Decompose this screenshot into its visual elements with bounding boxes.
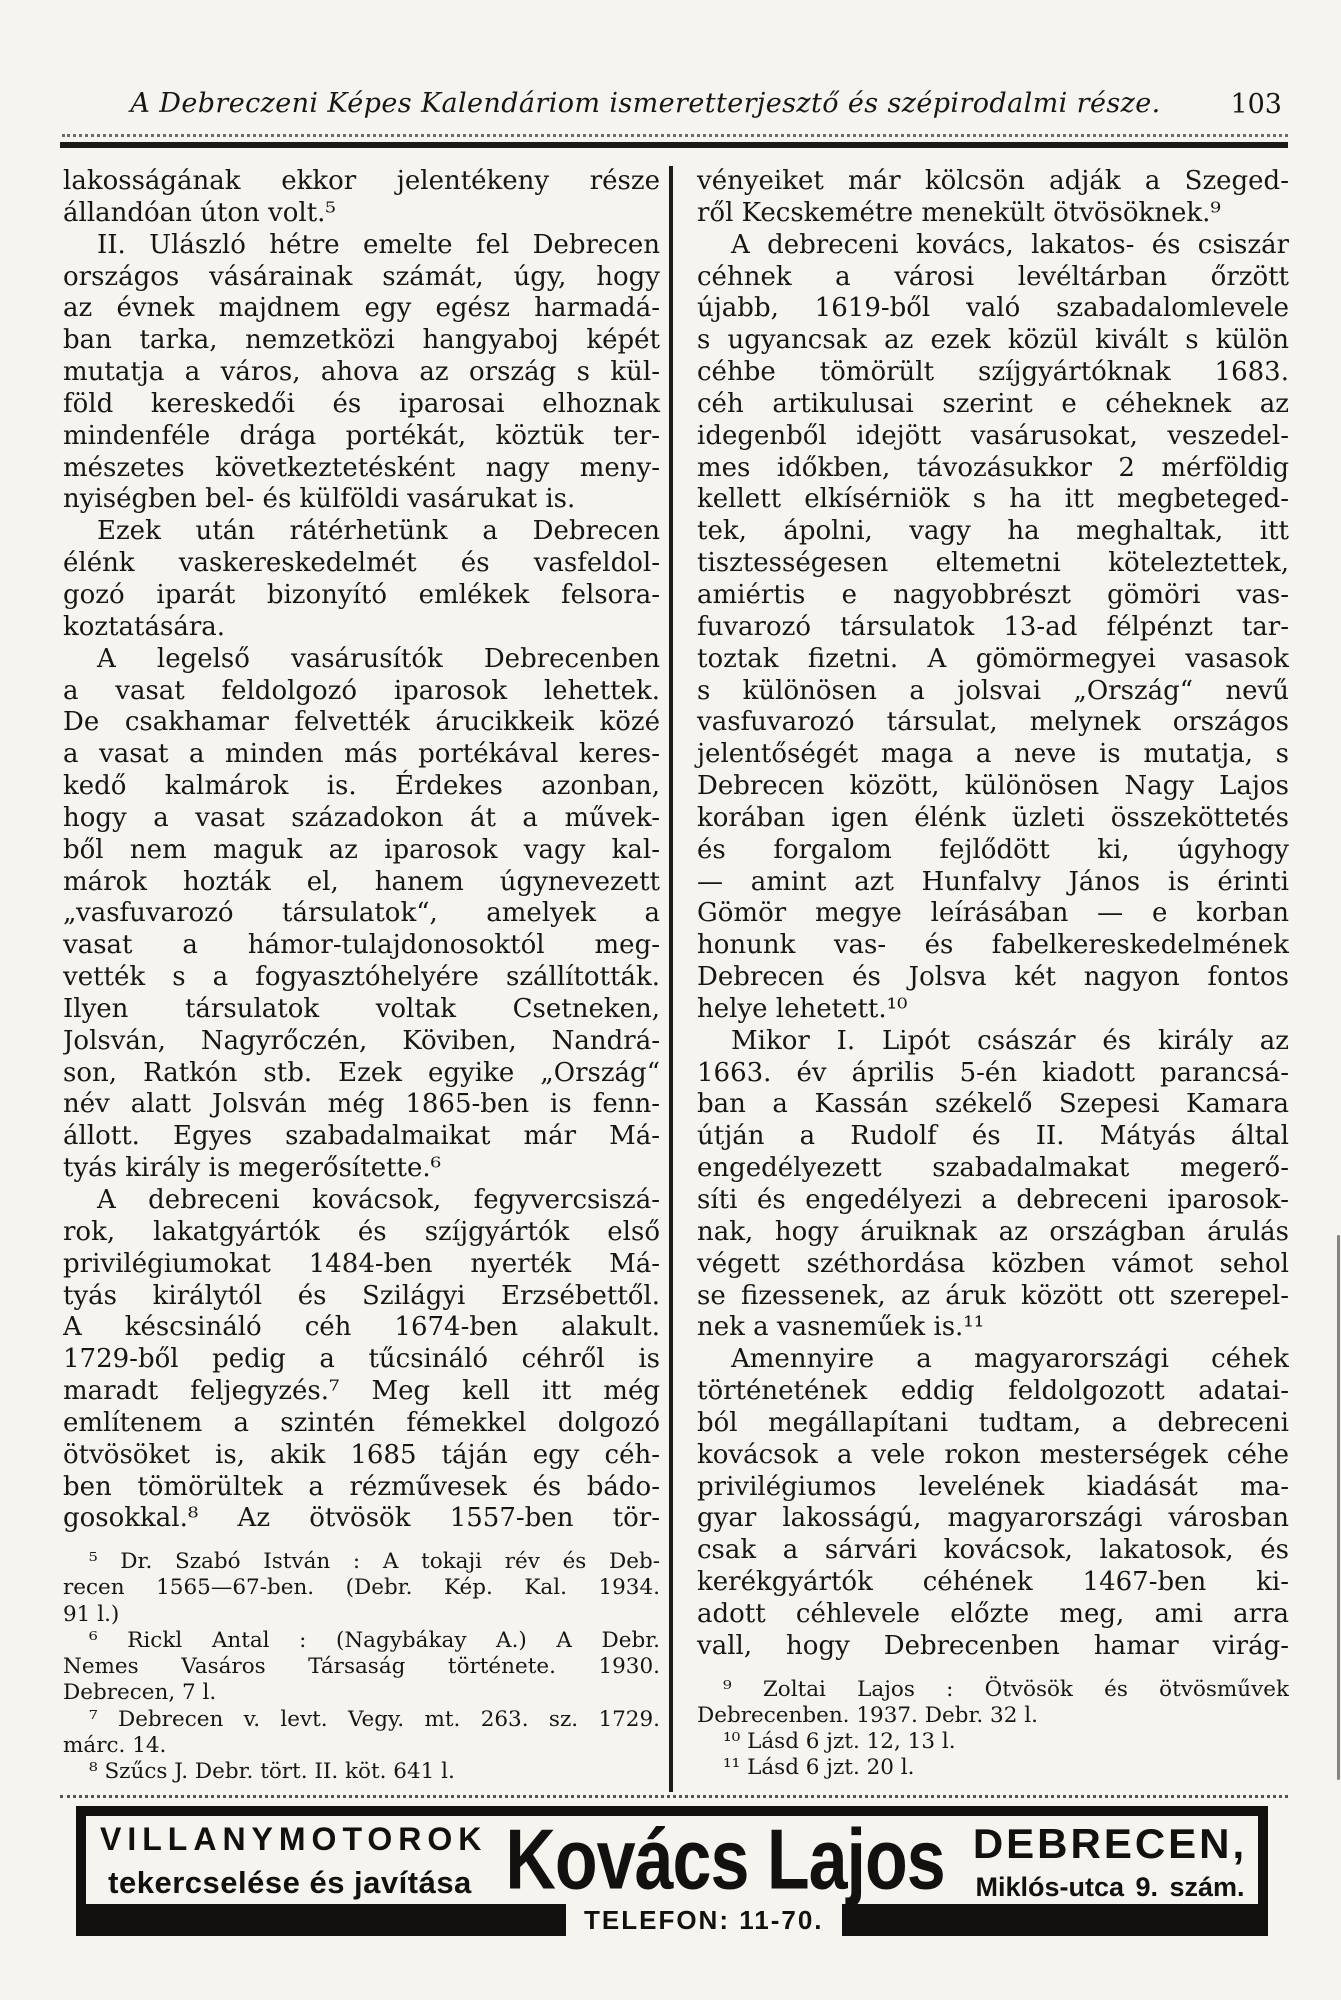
- ad-city: DEBRECEN,: [972, 1819, 1248, 1867]
- text-columns: [63, 166, 1289, 1792]
- column-divider: [669, 166, 673, 1792]
- body-text: [697, 166, 1289, 1663]
- body-text: [63, 166, 660, 1535]
- text-line: nek a vasneműek is.¹¹: [697, 1312, 985, 1343]
- text-line: a vasat feldolgozó iparosok lehettek.: [63, 675, 660, 706]
- text-line: történetének eddig feldolgozott adatai-: [697, 1376, 1289, 1407]
- text-line: vasfuvarozó társulat, melynek országos: [697, 707, 1289, 738]
- text-line: céh artikulusai szerint e céheknek az: [697, 388, 1289, 419]
- paragraph: [697, 166, 1289, 230]
- text-line: s ugyancsak az ezek közül kivált s külön: [697, 325, 1289, 356]
- text-line: se fizessenek, az áruk között ott szerepel-: [697, 1280, 1289, 1311]
- text-line: korában igen élénk üzleti összeköttetés: [697, 802, 1289, 833]
- text-line: gyar lakosságú, magyarországi városban: [697, 1503, 1289, 1534]
- text-line: ről Kecskemétre menekült ötvösöknek.⁹: [697, 197, 1221, 228]
- text-line: síti és engedélyezi a debreceni iparosok-: [697, 1185, 1289, 1215]
- text-line: ban tarka, nemzetközi hangyaboj képét: [63, 325, 660, 356]
- text-line: állott. Egyes szabadalmaikat már Má-: [63, 1121, 660, 1152]
- text-line: maradt feljegyzés.⁷ Meg kell itt még: [63, 1376, 660, 1407]
- paragraph: [63, 230, 660, 517]
- ad-phone-bar: [86, 1904, 1258, 1936]
- paragraph: [697, 1344, 1289, 1662]
- text-line: rok, lakatgyártók és szíjgyártók első: [63, 1216, 660, 1247]
- text-line: Amennyire a magyarországi céhek: [731, 1344, 1289, 1375]
- text-line: gosokkal.⁸ Az ötvösök 1557-ben tör-: [63, 1503, 660, 1534]
- footnote: [697, 1729, 1289, 1755]
- text-line: újabb, 1619-ből való szabadalomlevele: [697, 293, 1289, 324]
- text-line: ból megállapítani tudtam, a debreceni: [697, 1407, 1289, 1438]
- text-line: son, Ratkón stb. Ezek egyike „Ország“: [63, 1057, 660, 1088]
- text-line: — amint azt Hunfalvy János is érinti: [697, 866, 1289, 897]
- text-line: élénk vaskereskedelmét és vasfeldol-: [63, 548, 660, 579]
- text-line: kellett elkísérniök s ha itt megbeteged-: [697, 484, 1289, 515]
- text-line: ⁸ Szűcs J. Debr. tört. II. köt. 641 l.: [89, 1758, 455, 1784]
- scan-artifact: [1337, 1235, 1340, 1780]
- page-header: [63, 88, 1288, 130]
- footnote: [697, 1677, 1289, 1729]
- paragraph: [63, 166, 660, 230]
- text-line: ¹¹ Lásd 6 jzt. 20 l.: [723, 1755, 915, 1781]
- text-line: Debrecen, 7 l.: [63, 1680, 217, 1706]
- paragraph: [63, 1185, 660, 1535]
- text-line: ¹⁰ Lásd 6 jzt. 12, 13 l.: [723, 1729, 956, 1755]
- text-line: Debrecenben. 1937. Debr. 32 l.: [697, 1702, 1038, 1728]
- text-line: recen 1565—67-ben. (Debr. Kép. Kal. 1934.: [63, 1575, 660, 1601]
- text-line: De csakhamar felvették árucikkeik közé: [63, 707, 660, 738]
- text-line: vényeiket már kölcsön adják a Szeged-: [697, 166, 1289, 196]
- text-line: márc. 14.: [63, 1732, 167, 1758]
- text-line: Jolsván, Nagyrőczén, Köviben, Nandrá-: [63, 1025, 660, 1056]
- footnote: [63, 1549, 660, 1628]
- text-line: jelentőségét maga a neve is mutatja, s: [697, 739, 1289, 770]
- text-line: csak a sárvári kovácsok, lakatosok, és: [697, 1535, 1289, 1566]
- ad-bar-left: [86, 1904, 566, 1936]
- text-line: Gömör megye leírásában — e korban: [697, 898, 1289, 929]
- text-line: nyiségben bel- és külföldi vasárukat is.: [63, 484, 576, 515]
- text-line: nak, hogy áruiknak az országban árulás: [697, 1216, 1289, 1247]
- text-line: fuvarozó társulatok 13-ad félpénzt tar-: [697, 611, 1289, 642]
- text-line: az évnek majdnem egy egész harmadá-: [63, 293, 660, 324]
- text-line: vasat a hámor-tulajdonosoktól meg-: [63, 930, 660, 961]
- text-line: privilégiumos levelének kiadását ma-: [697, 1471, 1289, 1502]
- text-line: s különösen a jolsvai „Ország“ nevű: [697, 675, 1289, 706]
- text-line: útján a Rudolf és II. Mátyás által: [697, 1121, 1289, 1152]
- text-line: említenem a szintén fémekkel dolgozó: [63, 1407, 660, 1438]
- text-line: Ezek után rátérhetünk a Debrecen: [97, 516, 660, 547]
- text-line: céhbe tömörült szíjgyártóknak 1683.: [697, 357, 1289, 388]
- text-line: mes időkben, távozásukkor 2 mérföldig: [697, 452, 1289, 483]
- text-line: toztak fizetni. A gömörmegyei vasasok: [697, 643, 1289, 674]
- paragraph: [697, 230, 1289, 1026]
- text-line: ötvösöket is, akik 1685 táján egy céh-: [63, 1439, 660, 1470]
- text-line: idegenből idejött vasárusokat, veszedel-: [697, 420, 1289, 451]
- text-line: kedő kalmárok is. Érdekes azonban,: [63, 771, 660, 802]
- footnote: [63, 1628, 660, 1707]
- text-line: kovácsok a vele rokon mesterségek céhe: [697, 1439, 1289, 1470]
- text-line: mindenféle drága portékát, köztük ter-: [63, 420, 660, 451]
- paragraph: [697, 1026, 1289, 1344]
- text-line: Nemes Vasáros Társaság története. 1930.: [63, 1654, 660, 1680]
- text-line: ⁵ Dr. Szabó István : A tokaji rév és Deb-: [89, 1549, 660, 1575]
- ad-bar-right: [842, 1904, 1259, 1936]
- header-rule-thick: [60, 142, 1288, 148]
- text-line: privilégiumokat 1484-ben nyerték Má-: [63, 1248, 660, 1279]
- text-line: A debreceni kovácsok, fegyvercsiszá-: [97, 1185, 660, 1215]
- text-line: vall, hogy Debrecenben hamar virág-: [697, 1630, 1289, 1661]
- text-line: Debrecen és Jolsva két nagyon fontos: [697, 962, 1289, 993]
- page-number: 103: [1230, 89, 1282, 120]
- footnotes: [63, 1549, 660, 1785]
- ad-left-block: [100, 1821, 488, 1901]
- text-line: 1729-ből pedig a tűcsináló céhről is: [63, 1344, 660, 1375]
- text-line: A legelső vasárusítók Debrecenben: [97, 643, 660, 674]
- text-line: állandóan úton volt.⁵: [63, 197, 336, 228]
- ad-product: VILLANYMOTOROK: [100, 1821, 488, 1857]
- text-line: II. Ulászló hétre emelte fel Debrecen: [97, 229, 660, 260]
- header-title: A Debreczeni Képes Kalendáriom ismeretterjesztő és szépirodalmi része.: [130, 88, 1161, 119]
- text-line: céhnek a városi levéltárban őrzött: [697, 261, 1289, 292]
- text-line: tek, ápolni, vagy ha meghaltak, itt: [697, 516, 1289, 547]
- text-line: mészetes következtetésként nagy meny-: [63, 452, 660, 483]
- text-line: ben tömörültek a rézművesek és bádo-: [63, 1471, 660, 1502]
- footnotes: [697, 1677, 1289, 1782]
- text-line: lakosságának ekkor jelentékeny része: [63, 166, 660, 196]
- text-line: kerékgyártók céhének 1467-ben ki-: [697, 1567, 1289, 1598]
- text-line: ban a Kassán székelő Szepesi Kamara: [697, 1089, 1289, 1120]
- text-line: országos vásárainak számát, úgy, hogy: [63, 261, 660, 292]
- text-line: föld kereskedői és iparosai elhoznak: [63, 388, 660, 419]
- ad-main: [86, 1811, 1258, 1907]
- ad-address: Miklós-utca 9. szám.: [975, 1871, 1245, 1902]
- text-line: „vasfuvarozó társulatok“, amelyek a: [63, 898, 660, 929]
- text-line: adott céhlevele előzte meg, ami arra: [697, 1598, 1289, 1629]
- text-line: név alatt Jolsván még 1865-ben is fenn-: [63, 1089, 660, 1120]
- text-line: koztatására.: [63, 611, 226, 642]
- right-column: [697, 166, 1289, 1792]
- paragraph: [63, 516, 660, 643]
- text-line: ből nem maguk az iparosok vagy kal-: [63, 834, 660, 865]
- text-line: tyás királytól és Szilágyi Erzsébettől.: [63, 1280, 660, 1311]
- text-line: 91 l.): [63, 1601, 120, 1627]
- text-line: Debrecen között, különösen Nagy Lajos: [697, 771, 1289, 802]
- text-line: Mikor I. Lipót császár és király az: [731, 1025, 1289, 1056]
- footnote: [63, 1707, 660, 1759]
- text-line: mutatja a város, ahova az ország s kül-: [63, 357, 660, 388]
- header-rule-dotted: [62, 134, 1288, 137]
- text-line: vették s a fogyasztóhelyére szállították.: [63, 962, 660, 993]
- footnote: [63, 1759, 660, 1785]
- text-line: hogy a vasat századokon át a művek-: [63, 802, 660, 833]
- left-column: [63, 166, 660, 1792]
- text-line: ⁷ Debrecen v. levt. Vegy. mt. 263. sz. 1729.: [89, 1706, 660, 1732]
- paragraph: [63, 644, 660, 1185]
- text-line: végett széthordása közben vámot sehol: [697, 1248, 1289, 1279]
- text-line: a vasat a minden más portékával keres-: [63, 739, 660, 770]
- ad-right-block: [970, 1820, 1250, 1903]
- text-line: tyás király is megerősítette.⁶: [63, 1153, 442, 1184]
- ad-company-name: Kovács Lajos: [505, 1811, 945, 1907]
- text-line: A debreceni kovács, lakatos- és csiszár: [731, 229, 1289, 260]
- text-line: helye lehetett.¹⁰: [697, 993, 908, 1024]
- text-line: A késcsináló céh 1674-ben alakult.: [63, 1312, 660, 1343]
- text-line: tisztességesen eltemetni köteleztettek,: [697, 548, 1289, 579]
- text-line: amiértis e nagyobbrészt gömöri vas-: [697, 579, 1289, 610]
- ad-separator: [60, 1795, 1288, 1798]
- text-line: engedélyezett szabadalmakat megerő-: [697, 1153, 1289, 1184]
- ad-service: tekercselése és javítása: [108, 1865, 472, 1900]
- ad-phone: TELEFON: 11-70.: [584, 1904, 824, 1935]
- text-line: ⁹ Zoltai Lajos : Ötvösök és ötvösművek: [723, 1676, 1289, 1702]
- text-line: ⁶ Rickl Antal : (Nagybákay A.) A Debr.: [89, 1627, 660, 1653]
- text-line: és forgalom fejlődött ki, úgyhogy: [697, 834, 1289, 865]
- text-line: 1663. év április 5-én kiadott parancsá-: [697, 1057, 1289, 1088]
- text-line: honunk vas- és fabelkereskedelmének: [697, 930, 1289, 961]
- text-line: Ilyen társulatok voltak Csetneken,: [63, 993, 660, 1024]
- text-line: gozó iparát bizonyító emlékek felsora-: [63, 579, 660, 610]
- advertisement: [76, 1806, 1268, 1936]
- footnote: [697, 1755, 1289, 1781]
- text-line: márok hozták el, hanem úgynevezett: [63, 866, 660, 897]
